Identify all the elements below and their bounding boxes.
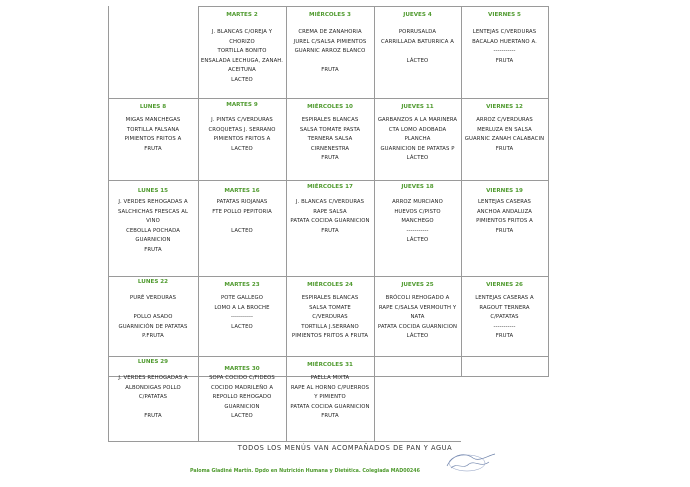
menu-cell <box>108 374 198 422</box>
menu-cell <box>286 116 374 164</box>
dish-line <box>374 47 461 57</box>
dish-line: SALSA TOMATE <box>309 304 351 311</box>
dish-line: FRUTA <box>495 57 514 64</box>
dish-line: FRUTA <box>495 145 514 152</box>
dish-line <box>108 304 198 314</box>
menu-cell <box>461 28 548 66</box>
day-header: MIÉRCOLES 3 <box>309 12 351 18</box>
dish-line: PATATA COCIDA GUARNICION <box>377 323 458 330</box>
dish-line: TERNERA SALSA <box>307 136 353 143</box>
day-header: MARTES 2 <box>226 12 258 18</box>
dish-line: FRUTA <box>495 333 514 340</box>
dish-line: GARBANZOS A LA MARINERA <box>377 117 458 123</box>
dish-line: CHORIZO <box>229 38 255 45</box>
dish-line: ----------- <box>493 323 516 330</box>
dish-line: LENTEJAS CASERAS A <box>475 295 534 301</box>
dish-line: FRUTA <box>144 145 162 152</box>
dish-line: ARROZ C/VERDURAS <box>476 117 533 123</box>
dish-line: CIRNENESTRA <box>310 145 350 152</box>
dish-line: MANCHEGO <box>401 218 434 225</box>
menu-cell <box>198 28 286 86</box>
menu-cell <box>374 198 461 246</box>
menu-cell <box>374 28 461 66</box>
dish-line: TORTILLA J.SERRANO <box>301 323 359 330</box>
menu-cell <box>461 294 548 342</box>
day-header: VIERNES 5 <box>488 12 521 18</box>
dish-line <box>198 217 286 227</box>
grid-row-line <box>108 356 548 357</box>
dish-line: REPOLLO REHOGADO <box>212 394 272 401</box>
dish-line: ANCHOA ANDALUZA <box>476 208 533 215</box>
dish-line: RAPE SALSA <box>313 208 347 215</box>
grid-row-line <box>108 98 548 99</box>
dish-line: PIMIENTOS FRITOS A <box>213 136 271 143</box>
day-header: MIÉRCOLES 17 <box>307 184 353 190</box>
dish-line: PIMIENTOS FRITOS A FRUTA <box>291 333 369 340</box>
menu-cell <box>286 28 374 76</box>
dish-line: ACEITUNA <box>228 67 256 74</box>
dish-line: VINO <box>146 218 160 225</box>
dish-line: J. BLANCAS C/VERDURAS <box>295 199 365 205</box>
dish-line: LACTEO <box>231 145 253 152</box>
menu-cell <box>108 294 198 342</box>
dish-line: FRUTA <box>495 227 514 234</box>
dish-line: GUARNICION DE PATATAS P <box>380 145 455 152</box>
dish-line: GUARNICION <box>135 237 171 244</box>
dish-line: HUEVOS C/PISTO <box>394 208 441 215</box>
dish-line: CEBOLLA POCHADA <box>126 227 180 234</box>
dish-line: ESPIRALES BLANCAS <box>301 295 359 301</box>
day-header: JUEVES 18 <box>401 184 434 190</box>
dish-line <box>108 403 198 413</box>
dish-line: C/PATATAS <box>490 314 519 321</box>
dish-line: PATATAS RIOJANAS <box>216 199 268 205</box>
menu-cell <box>108 198 198 256</box>
day-header: VIERNES 26 <box>486 282 523 288</box>
dish-line: J. PINTAS C/VERDURAS <box>211 117 273 123</box>
day-header: MIÉRCOLES 24 <box>307 282 353 288</box>
dish-line: FRUTA <box>144 413 162 420</box>
dish-line: LENTEJAS C/VERDURAS <box>472 29 537 35</box>
dish-line: PURÉ VERDURAS <box>129 295 177 301</box>
grid-row-line <box>108 441 461 442</box>
dish-line: PATATA COCIDA GUARNICION <box>290 403 370 410</box>
nutritionist-credit: Paloma Gladiné Martín. Dpdo en Nutrición Humana y Dietética. Colegiada MAD00246 <box>190 469 420 474</box>
menu-cell <box>286 374 374 422</box>
dish-line: Y PIMIENTO <box>314 394 346 401</box>
day-header: JUEVES 4 <box>403 12 432 18</box>
dish-line: PIMIENTOS FRITOS A <box>476 218 533 225</box>
grid-column-line <box>548 6 549 377</box>
dish-line: PIMIENTOS FRITOS A <box>124 136 182 143</box>
dish-line: MERLUZA EN SALSA <box>477 126 532 133</box>
dish-line: BRÓCOLI REHOGADO A <box>385 295 450 301</box>
menu-cell <box>198 116 286 154</box>
dish-line: SOPA COCIDO C/FIDEOS <box>209 375 275 381</box>
day-header: LUNES 8 <box>139 104 167 110</box>
dish-line: LÁCTEO <box>406 333 429 340</box>
dish-line: RAPE C/SALSA VERMOUTH Y <box>378 304 457 311</box>
dish-line: PLANCHA <box>404 136 431 143</box>
dish-line: POTE GALLEGO <box>220 295 264 301</box>
dish-line: FRUTA <box>321 227 339 234</box>
dish-line <box>286 57 374 67</box>
menu-cell <box>374 294 461 342</box>
dish-line: ARROZ MURCIANO <box>392 199 443 205</box>
day-header: VIERNES 12 <box>486 104 523 110</box>
menu-cell <box>198 198 286 236</box>
day-header: JUEVES 11 <box>401 104 434 110</box>
day-header: MARTES 23 <box>224 282 260 288</box>
day-header: LUNES 29 <box>137 359 169 365</box>
dish-line: LÁCTEO <box>406 155 429 162</box>
day-header: MIÉRCOLES 10 <box>307 104 353 110</box>
dish-line: GUARNIC ARROZ BLANCO <box>294 48 366 55</box>
dish-line: SALCHICHAS FRESCAS AL <box>117 208 189 215</box>
dish-line: PAELLA MIXTA <box>310 375 350 381</box>
dish-line: SALSA TOMATE PASTA <box>299 126 361 133</box>
bread-water-note: TODOS LOS MENÚS VAN ACOMPAÑADOS DE PAN Y AGUA <box>237 444 453 452</box>
dish-line: J. VERDES REHOGADAS A <box>118 199 188 205</box>
menu-cell <box>108 116 198 154</box>
dish-line: CROQUETAS J. SERRANO <box>208 126 276 133</box>
dish-line: C/PATATAS <box>138 394 168 401</box>
dish-line: FRUTA <box>321 67 339 74</box>
dish-line: LÁCTEO <box>406 237 429 244</box>
dish-line: MIGAS MANCHEGAS <box>125 117 181 123</box>
dish-line: FRUTA <box>144 246 162 253</box>
dish-line: P.FRUTA <box>142 333 164 340</box>
dish-line: ALBONDIGAS POLLO <box>125 384 181 391</box>
day-header: MARTES 16 <box>224 188 260 194</box>
dish-line: ----------- <box>230 314 254 321</box>
dish-line: LOMO A LA BROCHE <box>214 304 270 311</box>
day-header: JUEVES 25 <box>401 282 434 288</box>
menu-cell <box>374 116 461 164</box>
dish-line: LACTEO <box>231 323 253 330</box>
grid-row-line <box>198 6 548 7</box>
dish-line: RAPE AL HORNO C/PUERROS <box>290 384 370 391</box>
dish-line: ENSALADA LECHUGA, ZANAH. <box>200 57 284 64</box>
dish-line: GUARNIC ZANAH CALABACIN <box>464 136 545 143</box>
menu-cell <box>198 374 286 422</box>
dish-line: ESPIRALES BLANCAS <box>301 117 359 123</box>
menu-cell <box>461 198 548 236</box>
dish-line: CREMA DE ZANAHORIA <box>298 29 362 35</box>
dish-line: NATA <box>410 314 425 321</box>
dish-line: LACTEO <box>231 76 253 83</box>
dish-line: J. BLANCAS C/OREJA Y <box>211 29 273 35</box>
menu-cell <box>286 198 374 236</box>
dish-line: TORTILLA BONITO <box>217 48 267 55</box>
grid-row-line <box>108 180 548 181</box>
dish-line: CTA LOMO ADOBADA <box>388 126 447 133</box>
dish-line: GUARNICION <box>224 403 260 410</box>
day-header: LUNES 22 <box>137 279 169 285</box>
dish-line: LACTEO <box>231 227 253 234</box>
dish-line: TORTILLA FALSANA <box>126 126 180 133</box>
dish-line: FRUTA <box>321 413 339 420</box>
dish-line: FRUTA <box>321 155 339 162</box>
day-header: VIERNES 19 <box>486 188 523 194</box>
menu-cell <box>461 116 548 154</box>
dish-line: PATATA COCIDA GUARNICION <box>290 218 370 225</box>
dish-line: J. VERDES REHOGADAS A <box>118 375 188 381</box>
dish-line: FTE POLLO PEPITORIA <box>212 208 272 215</box>
dish-line: GUARNICIÓN DE PATATAS <box>118 323 188 330</box>
dish-line: ----------- <box>493 48 516 55</box>
dish-line: COCIDO MADRILEÑO A <box>210 384 274 391</box>
menu-cell <box>286 294 374 342</box>
day-header: MARTES 30 <box>224 366 260 372</box>
dish-line: C/VERDURAS <box>312 314 348 321</box>
dish-line: LÁCTEO <box>406 57 429 64</box>
day-header: MARTES 9 <box>226 102 258 108</box>
dish-line: LACTEO <box>231 413 253 420</box>
day-header: MIÉRCOLES 31 <box>307 362 353 368</box>
dish-line: LENTEJAS CASERAS <box>477 199 532 205</box>
dish-line: RAGOUT TERNERA <box>479 304 530 311</box>
grid-row-line <box>108 276 548 277</box>
dish-line: PORRUSALDA <box>398 29 437 35</box>
dish-line: CARRILLADA BATURRICA A <box>381 38 454 45</box>
signature-icon <box>443 450 499 474</box>
day-header: LUNES 15 <box>137 188 169 194</box>
dish-line: POLLO ASADO <box>133 314 173 321</box>
dish-line: JUREL C/SALSA PIMIENTOS <box>293 38 367 45</box>
dish-line: BACALAO HUERTANO A. <box>472 38 537 45</box>
dish-line: ----------- <box>406 227 429 234</box>
menu-cell <box>198 294 286 332</box>
